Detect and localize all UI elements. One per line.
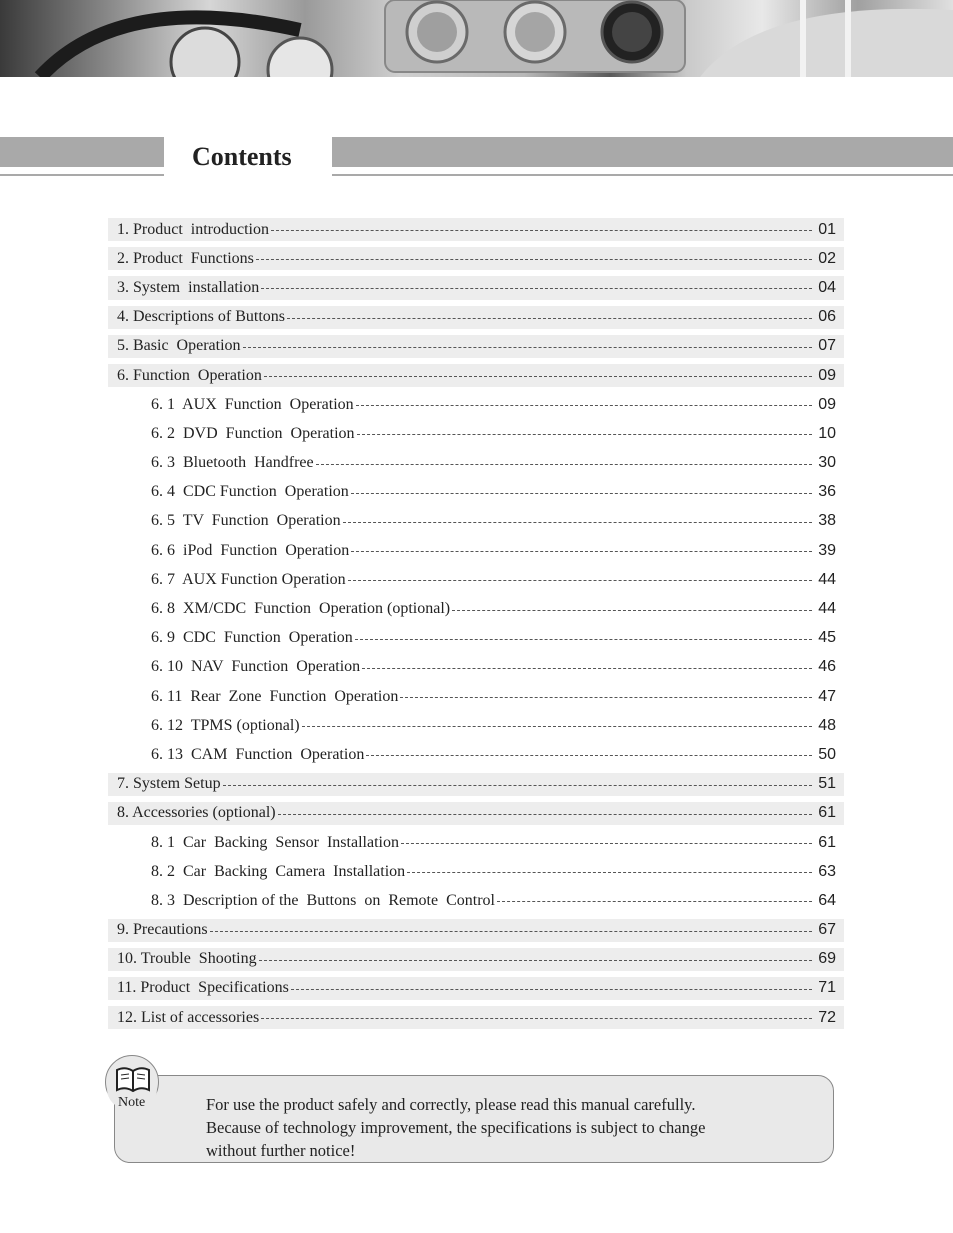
note-label: Note [118,1095,146,1110]
title-bar-left [0,137,164,167]
table-of-contents [108,215,844,1032]
toc-entry-label: 6. 9 CDC Function Operation [151,629,353,647]
toc-subsection-row[interactable] [108,740,844,769]
toc-page-number: 36 [818,483,836,501]
toc-page-number: 69 [818,950,836,968]
toc-dot-leader [243,347,812,348]
toc-dot-leader [261,1018,812,1019]
toc-entry-label: 6. 1 AUX Function Operation [151,395,354,413]
toc-section-row[interactable] [108,361,844,390]
toc-dot-leader [287,318,812,319]
toc-section-row[interactable] [108,215,844,244]
toc-page-number: 02 [818,249,836,267]
title-underline-right [332,174,953,176]
toc-page-number: 61 [818,804,836,822]
toc-subsection-row[interactable] [108,565,844,594]
toc-dot-leader [497,901,812,902]
toc-entry-label: 6. 5 TV Function Operation [151,512,341,530]
toc-page-number: 44 [818,570,836,588]
toc-entry-label: 6. Function Operation [117,366,262,384]
toc-entry-label: 6. 3 Bluetooth Handfree [151,454,314,472]
toc-section-row[interactable] [108,273,844,302]
toc-dot-leader [356,405,812,406]
toc-page-number: 07 [818,337,836,355]
toc-dot-leader [407,872,812,873]
toc-subsection-row[interactable] [108,857,844,886]
title-bar-right [332,137,953,167]
note-line: For use the product safely and correctly, please read this manual carefully. [206,1095,696,1114]
toc-dot-leader [302,726,812,727]
toc-section-row[interactable] [108,916,844,945]
toc-entry-label: 5. Basic Operation [117,337,241,355]
toc-dot-leader [256,259,812,260]
note-line: without further notice! [206,1141,356,1160]
toc-subsection-row[interactable] [108,536,844,565]
toc-subsection-row[interactable] [108,478,844,507]
toc-entry-label: 8. 1 Car Backing Sensor Installation [151,833,399,851]
toc-section-row[interactable] [108,1003,844,1032]
toc-page-number: 44 [818,600,836,618]
toc-page-number: 46 [818,658,836,676]
toc-page-number: 64 [818,891,836,909]
note-line: Because of technology improvement, the specifications is subject to change [206,1118,706,1137]
toc-page-number: 04 [818,278,836,296]
toc-entry-label: 6. 12 TPMS (optional) [151,716,300,734]
toc-dot-leader [355,639,812,640]
toc-subsection-row[interactable] [108,711,844,740]
toc-dot-leader [362,668,812,669]
toc-entry-label: 8. Accessories (optional) [117,804,276,822]
toc-dot-leader [357,434,812,435]
toc-subsection-row[interactable] [108,449,844,478]
toc-entry-label: 6. 11 Rear Zone Function Operation [151,687,399,705]
toc-page-number: 30 [818,454,836,472]
toc-page-number: 38 [818,512,836,530]
toc-page-number: 63 [818,862,836,880]
toc-dot-leader [264,376,812,377]
toc-dot-leader [351,551,812,552]
header-banner-image [0,0,953,77]
toc-page-number: 09 [818,366,836,384]
toc-page-number: 39 [818,541,836,559]
toc-dot-leader [401,843,812,844]
toc-page-number: 47 [818,687,836,705]
toc-subsection-row[interactable] [108,594,844,623]
toc-subsection-row[interactable] [108,682,844,711]
toc-dot-leader [316,464,812,465]
toc-dot-leader [400,697,812,698]
toc-dot-leader [452,610,812,611]
toc-entry-label: 6. 13 CAM Function Operation [151,745,365,763]
toc-entry-label: 12. List of accessories [117,1008,260,1026]
toc-page-number: 06 [818,308,836,326]
toc-entry-label: 2. Product Functions [117,249,254,267]
toc-page-number: 72 [818,1008,836,1026]
page-title: Contents [192,142,292,171]
toc-page-number: 67 [818,921,836,939]
title-underline-left [0,174,164,176]
toc-dot-leader [291,989,812,990]
toc-section-row[interactable] [108,244,844,273]
toc-entry-label: 6. 10 NAV Function Operation [151,658,361,676]
toc-entry-label: 6. 7 AUX Function Operation [151,570,346,588]
note-text [206,1093,705,1162]
book-icon [115,1066,151,1094]
toc-subsection-row[interactable] [108,828,844,857]
toc-dot-leader [343,522,812,523]
toc-section-row[interactable] [108,303,844,332]
toc-entry-label: 8. 3 Description of the Buttons on Remote Control [151,891,495,909]
toc-subsection-row[interactable] [108,624,844,653]
toc-entry-label: 6. 2 DVD Function Operation [151,424,355,442]
toc-dot-leader [366,755,812,756]
toc-entry-label: 7. System Setup [117,775,221,793]
toc-entry-label: 8. 2 Car Backing Camera Installation [151,862,406,880]
toc-dot-leader [259,960,812,961]
toc-entry-label: 10. Trouble Shooting [117,950,257,968]
toc-entry-label: 6. 8 XM/CDC Function Operation (optional) [151,600,451,618]
toc-entry-label: 4. Descriptions of Buttons [117,308,285,326]
toc-subsection-row[interactable] [108,419,844,448]
toc-section-row[interactable] [108,332,844,361]
toc-section-row[interactable] [108,770,844,799]
toc-entry-label: 9. Precautions [117,921,208,939]
toc-entry-label: 1. Product introduction [117,220,269,238]
toc-page-number: 09 [818,395,836,413]
toc-entry-label: 11. Product Specifications [117,979,289,997]
toc-page-number: 50 [818,745,836,763]
toc-subsection-row[interactable] [108,390,844,419]
toc-dot-leader [210,931,812,932]
toc-dot-leader [278,814,812,815]
toc-page-number: 51 [818,775,836,793]
toc-page-number: 01 [818,220,836,238]
toc-subsection-row[interactable] [108,507,844,536]
toc-page-number: 45 [818,629,836,647]
toc-page-number: 61 [818,833,836,851]
toc-section-row[interactable] [108,945,844,974]
toc-page-number: 71 [818,979,836,997]
toc-dot-leader [261,288,812,289]
toc-section-row[interactable] [108,799,844,828]
toc-entry-label: 3. System installation [117,278,260,296]
toc-dot-leader [348,580,812,581]
toc-dot-leader [223,785,812,786]
toc-entry-label: 6. 4 CDC Function Operation [151,483,349,501]
toc-page-number: 48 [818,716,836,734]
toc-subsection-row[interactable] [108,886,844,915]
toc-dot-leader [271,230,812,231]
toc-page-number: 10 [818,424,836,442]
toc-section-row[interactable] [108,974,844,1003]
toc-entry-label: 6. 6 iPod Function Operation [151,541,350,559]
toc-dot-leader [351,493,812,494]
toc-subsection-row[interactable] [108,653,844,682]
